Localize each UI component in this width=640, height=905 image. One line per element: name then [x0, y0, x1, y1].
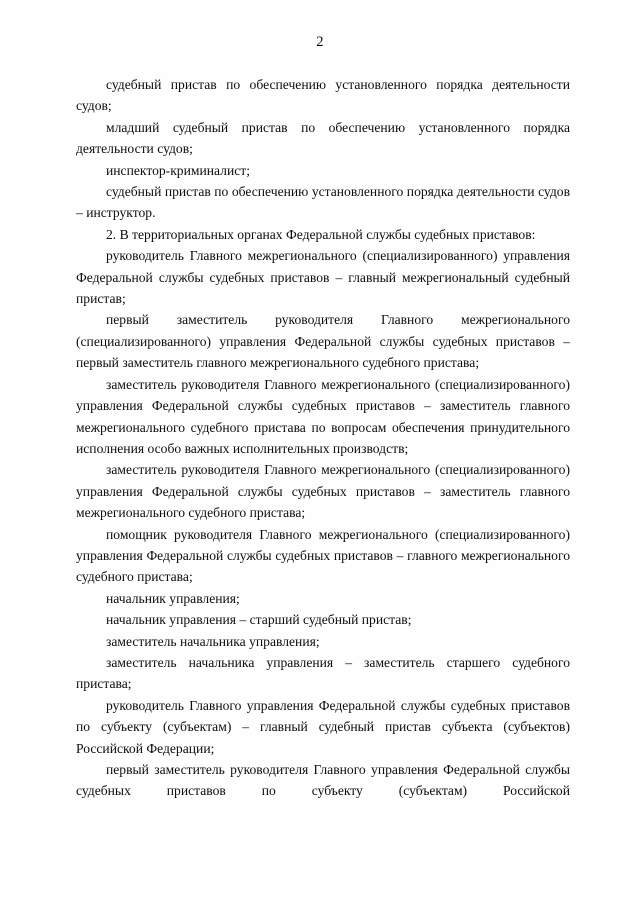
- paragraph: руководитель Главного управления Федеральной службы судебных приставов по субъекту (субъектам) – главный судебный пристав субъекта (субъектов) Российской Федерации;: [76, 697, 570, 756]
- paragraph: начальник управления – старший судебный пристав;: [106, 612, 412, 628]
- paragraph: инспектор-криминалист;: [106, 162, 250, 178]
- document-body: [76, 74, 570, 823]
- paragraph: начальник управления;: [106, 590, 240, 606]
- paragraph: 2. В территориальных органах Федеральной службы судебных приставов:: [106, 226, 536, 242]
- paragraph: заместитель начальника управления – заместитель старшего судебного пристава;: [76, 654, 570, 692]
- paragraph: заместитель руководителя Главного межрегионального (специализированного) управления Федеральной службы судебных приставов – заместитель главного межрегионального судебного пристава по вопросам обеспечения принудительного исполнения особо важных исполнительных производств;: [76, 376, 570, 456]
- page-number: 2: [316, 34, 324, 50]
- paragraph: руководитель Главного межрегионального (специализированного) управления Федеральной службы судебных приставов – главный межрегиональный судебный пристав;: [76, 248, 570, 307]
- paragraph: первый заместитель руководителя Главного межрегионального (специализированного) управления Федеральной службы судебных приставов – первый заместитель главного межрегионального судебного пристава;: [76, 312, 570, 371]
- paragraph: судебный пристав по обеспечению установленного порядка деятельности судов – инструктор.: [76, 184, 570, 221]
- paragraph: судебный пристав по обеспечению установленного порядка деятельности судов;: [76, 77, 570, 114]
- paragraph: младший судебный пристав по обеспечению установленного порядка деятельности судов;: [76, 119, 570, 157]
- paragraph: первый заместитель руководителя Главного управления Федеральной службы судебных приставов по субъекту (субъектам) Российской: [76, 762, 570, 799]
- paragraph: заместитель руководителя Главного межрегионального (специализированного) управления Федеральной службы судебных приставов – заместитель главного межрегионального судебного пристава;: [76, 462, 570, 521]
- paragraph: помощник руководителя Главного межрегионального (специализированного) управления Федеральной службы судебных приставов – главного межрегионального судебного пристава;: [76, 526, 570, 585]
- paragraph: заместитель начальника управления;: [106, 633, 320, 649]
